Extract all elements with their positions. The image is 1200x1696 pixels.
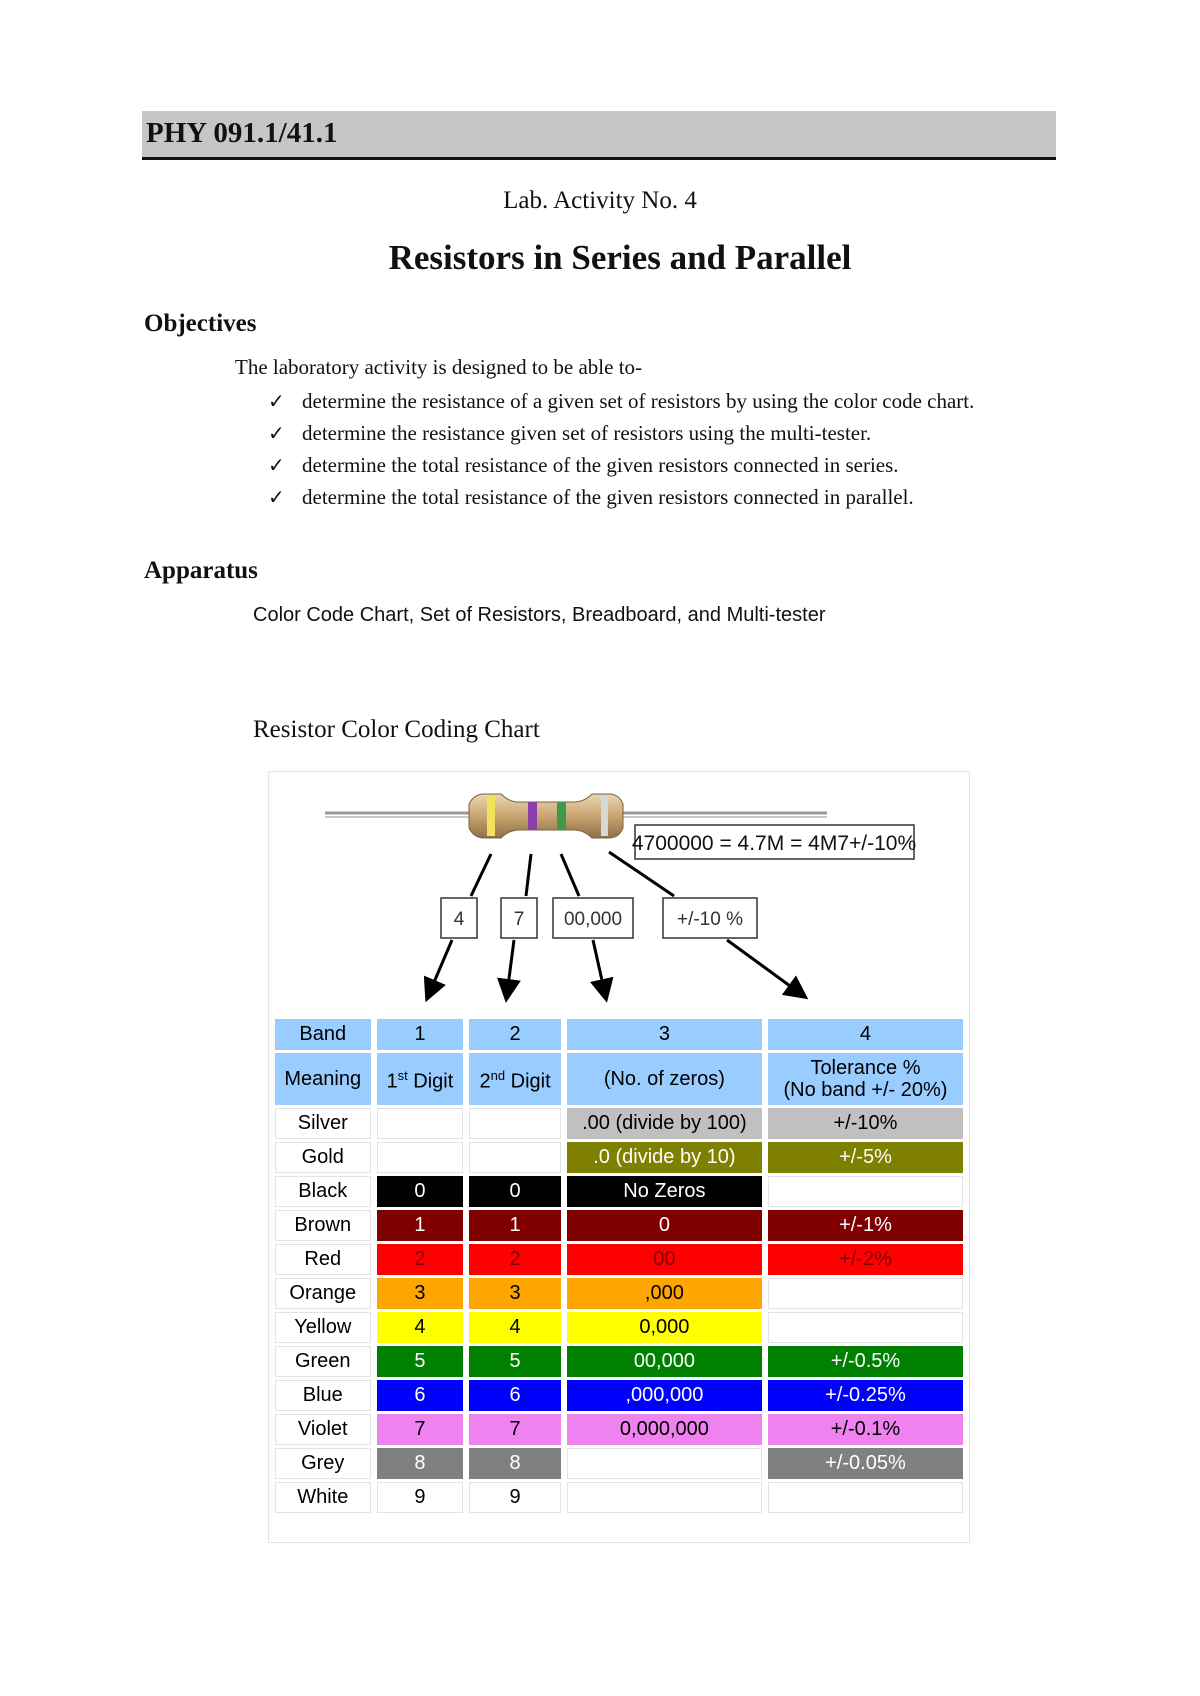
color-value-cell — [377, 1142, 464, 1173]
color-value-cell: 5 — [469, 1346, 561, 1377]
objective-item — [268, 385, 974, 417]
color-value-cell — [469, 1108, 561, 1139]
color-value-cell: 9 — [377, 1482, 464, 1513]
checkmark-icon: ✓ — [268, 486, 285, 509]
second-digit-word: Digit — [505, 1070, 551, 1093]
color-value-cell: ,000,000 — [567, 1380, 762, 1411]
color-value-cell: 8 — [469, 1448, 561, 1479]
color-name-cell: Orange — [275, 1278, 371, 1309]
color-value-cell: 8 — [377, 1448, 464, 1479]
color-value-cell — [567, 1448, 762, 1479]
objective-item — [268, 481, 974, 513]
color-value-cell: 6 — [469, 1380, 561, 1411]
meaning-header-row — [275, 1053, 963, 1105]
band-label-4: +/-10 % — [676, 909, 744, 930]
band-label-1: 4 — [453, 909, 465, 930]
second-digit-cell — [469, 1053, 561, 1105]
band-silver — [601, 796, 608, 836]
color-value-cell: +/-0.25% — [768, 1380, 963, 1411]
color-value-cell: 0 — [469, 1176, 561, 1207]
resistor-color-chart — [268, 771, 970, 1543]
color-value-cell — [768, 1176, 963, 1207]
second-digit-number: 2 — [479, 1070, 491, 1093]
color-name-cell: Gold — [275, 1142, 371, 1173]
objectives-heading: Objectives — [144, 310, 257, 337]
color-name-cell: Grey — [275, 1448, 371, 1479]
color-row-violet — [275, 1414, 963, 1445]
objective-text: determine the total resistance of the given resistors connected in series. — [302, 452, 899, 477]
color-value-cell — [768, 1312, 963, 1343]
color-value-cell: ,000 — [567, 1278, 762, 1309]
color-value-cell: No Zeros — [567, 1176, 762, 1207]
course-code: PHY 091.1/41.1 — [146, 117, 338, 149]
band-header-row — [275, 1019, 963, 1050]
color-row-red — [275, 1244, 963, 1275]
color-value-cell: 0,000,000 — [567, 1414, 762, 1445]
color-name-cell: Red — [275, 1244, 371, 1275]
color-value-cell: 0 — [567, 1210, 762, 1241]
color-name-cell: Green — [275, 1346, 371, 1377]
color-value-cell — [469, 1142, 561, 1173]
objectives-intro: The laboratory activity is designed to be able to- — [235, 355, 643, 379]
color-value-cell: +/-0.05% — [768, 1448, 963, 1479]
color-value-cell — [768, 1278, 963, 1309]
color-value-cell: 4 — [469, 1312, 561, 1343]
color-value-cell: 4 — [377, 1312, 464, 1343]
band-label-2: 7 — [513, 909, 525, 930]
zeros-cell: (No. of zeros) — [567, 1053, 762, 1105]
color-row-blue — [275, 1380, 963, 1411]
color-value-cell: 3 — [469, 1278, 561, 1309]
color-row-black — [275, 1176, 963, 1207]
color-row-green — [275, 1346, 963, 1377]
color-name-cell: Silver — [275, 1108, 371, 1139]
color-row-silver — [275, 1108, 963, 1139]
color-value-cell: .0 (divide by 10) — [567, 1142, 762, 1173]
apparatus-heading: Apparatus — [144, 557, 258, 584]
color-code-table — [269, 1016, 969, 1516]
color-row-orange — [275, 1278, 963, 1309]
band-header-cell: 4 — [768, 1019, 963, 1050]
color-value-cell: 1 — [377, 1210, 464, 1241]
color-value-cell: 2 — [377, 1244, 464, 1275]
color-name-cell: Blue — [275, 1380, 371, 1411]
course-header-bar — [142, 111, 1056, 160]
band-violet — [528, 802, 537, 830]
color-value-cell: 0 — [377, 1176, 464, 1207]
color-row-brown — [275, 1210, 963, 1241]
color-value-cell: 5 — [377, 1346, 464, 1377]
second-digit-suffix: nd — [490, 1068, 506, 1084]
objective-item — [268, 417, 974, 449]
color-value-cell: 7 — [469, 1414, 561, 1445]
color-value-cell — [567, 1482, 762, 1513]
color-value-cell — [377, 1108, 464, 1139]
color-value-cell: +/-2% — [768, 1244, 963, 1275]
lab-activity-number: Lab. Activity No. 4 — [503, 187, 697, 214]
objective-item — [268, 449, 974, 481]
first-digit-number: 1 — [386, 1070, 398, 1093]
color-name-cell: Yellow — [275, 1312, 371, 1343]
color-name-cell: White — [275, 1482, 371, 1513]
apparatus-list: Color Code Chart, Set of Resistors, Breadboard, and Multi-tester — [253, 604, 826, 626]
resistor-lead-right — [617, 813, 827, 817]
tolerance-cell — [768, 1053, 963, 1105]
color-name-cell: Black — [275, 1176, 371, 1207]
color-value-cell: 6 — [377, 1380, 464, 1411]
objective-text: determine the total resistance of the given resistors connected in parallel. — [302, 484, 914, 509]
document-title: Resistors in Series and Parallel — [388, 238, 852, 277]
band-green — [557, 802, 566, 830]
band-header-cell: Band — [275, 1019, 371, 1050]
color-value-cell: 7 — [377, 1414, 464, 1445]
color-value-cell: 2 — [469, 1244, 561, 1275]
color-row-gold — [275, 1142, 963, 1173]
color-value-cell: 3 — [377, 1278, 464, 1309]
arrow-lines — [429, 940, 801, 994]
color-value-cell: 9 — [469, 1482, 561, 1513]
meaning-cell: Meaning — [275, 1053, 371, 1105]
color-row-white — [275, 1482, 963, 1513]
band-header-cell: 1 — [377, 1019, 464, 1050]
color-row-yellow — [275, 1312, 963, 1343]
color-value-cell: 00,000 — [567, 1346, 762, 1377]
color-value-cell: +/-0.5% — [768, 1346, 963, 1377]
tolerance-line-2: (No band +/- 20%) — [783, 1079, 948, 1101]
color-value-cell: +/-10% — [768, 1108, 963, 1139]
checkmark-icon: ✓ — [268, 390, 285, 413]
first-digit-cell — [377, 1053, 464, 1105]
color-value-cell: 00 — [567, 1244, 762, 1275]
objective-text: determine the resistance of a given set of resistors by using the color code chart. — [302, 388, 975, 413]
band-header-cell: 3 — [567, 1019, 762, 1050]
resistor-illustration — [269, 772, 969, 1016]
first-digit-suffix: st — [397, 1068, 408, 1084]
color-row-grey — [275, 1448, 963, 1479]
first-digit-word: Digit — [407, 1070, 454, 1093]
tolerance-line-1: Tolerance % — [810, 1057, 921, 1079]
checkmark-icon: ✓ — [268, 422, 285, 445]
equation-text: 4700000 = 4.7M = 4M7+/-10% — [631, 832, 917, 855]
color-value-cell: 0,000 — [567, 1312, 762, 1343]
color-value-cell: +/-0.1% — [768, 1414, 963, 1445]
color-value-cell: .00 (divide by 100) — [567, 1108, 762, 1139]
objective-text: determine the resistance given set of resistors using the multi-tester. — [302, 420, 872, 445]
band-yellow — [487, 796, 495, 836]
color-value-cell: +/-5% — [768, 1142, 963, 1173]
color-value-cell: 1 — [469, 1210, 561, 1241]
checkmark-icon: ✓ — [268, 454, 285, 477]
color-value-cell — [768, 1482, 963, 1513]
resistor-lead-left — [325, 813, 484, 817]
band-label-3: 00,000 — [563, 909, 623, 930]
color-name-cell: Brown — [275, 1210, 371, 1241]
chart-caption: Resistor Color Coding Chart — [253, 716, 540, 743]
color-value-cell: +/-1% — [768, 1210, 963, 1241]
objectives-list — [268, 385, 974, 513]
band-header-cell: 2 — [469, 1019, 561, 1050]
color-name-cell: Violet — [275, 1414, 371, 1445]
